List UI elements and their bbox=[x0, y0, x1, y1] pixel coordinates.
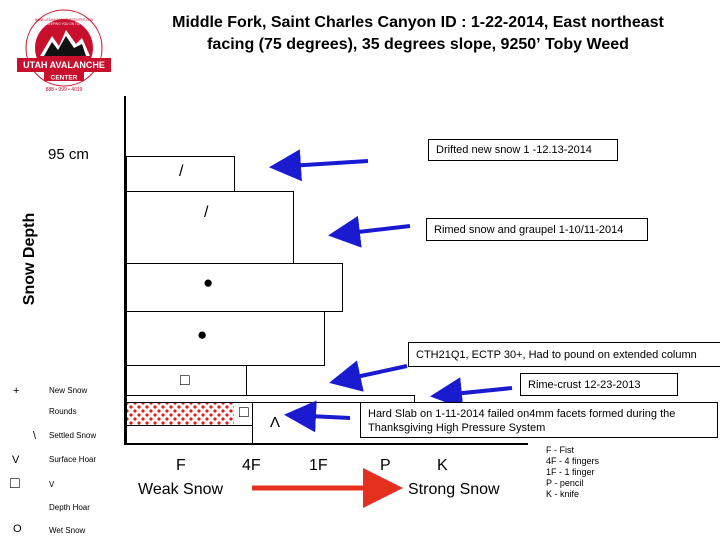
logo-url: WWW.UTAHAVALANCHECENTER.ORG bbox=[34, 18, 94, 22]
hardness-key-pencil: P - pencil bbox=[546, 478, 584, 488]
title-line-1: Middle Fork, Saint Charles Canyon ID : 1-22-2014, East northeast bbox=[172, 14, 664, 31]
arrow-rimed bbox=[332, 226, 410, 235]
legend-label-depth-hoar: Depth Hoar bbox=[49, 503, 90, 512]
logo-name-line2: CENTER bbox=[50, 74, 78, 82]
annotation-hard-slab bbox=[360, 402, 718, 438]
arrow-drifted bbox=[273, 161, 368, 167]
strong-snow-label: Strong Snow bbox=[408, 481, 500, 498]
layer-3-symbol: ● bbox=[203, 273, 214, 292]
annotation-rime-crust: Rime-crust 12-23-2013 bbox=[520, 373, 678, 396]
arrow-rime-crust bbox=[434, 388, 512, 396]
title-line-2: facing (75 degrees), 35 degrees slope, 9250ʼ Toby Weed bbox=[207, 36, 629, 53]
legend-symbol-surface-hoar: V bbox=[12, 454, 20, 466]
annotation-rimed: Rimed snow and graupel 1-10/11-2014 bbox=[426, 218, 648, 241]
legend-label-surface-hoar: Surface Hoar bbox=[49, 455, 97, 464]
annotation-cth-text: CTH21Q1, ECTP 30+, Had to pound on extended column bbox=[416, 348, 697, 361]
hardness-key-fist: F - Fist bbox=[546, 445, 574, 455]
legend-symbol-new-snow: + bbox=[13, 385, 20, 397]
arrow-cth bbox=[333, 366, 407, 382]
hardness-key-1-finger: 1F - 1 finger bbox=[546, 467, 595, 477]
hardness-tick-F: F bbox=[176, 457, 186, 474]
layer-7-symbol: □ bbox=[239, 404, 249, 421]
weak-snow-label: Weak Snow bbox=[138, 481, 224, 498]
hardness-tick-P: P bbox=[380, 457, 391, 474]
hardness-tick-1F: 1F bbox=[309, 457, 328, 474]
annotation-hard-slab-line1: Hard Slab on 1-11-2014 failed on4mm facets formed during the bbox=[368, 408, 676, 420]
layer-2-symbol: / bbox=[204, 204, 209, 221]
hardness-tick-K: K bbox=[437, 457, 448, 474]
logo-phone: 888 • 999 • 4019 bbox=[45, 87, 83, 93]
hardness-key bbox=[546, 445, 599, 500]
legend-label-settled: Settled Snow bbox=[49, 431, 97, 440]
hardness-key-4-fingers: 4F - 4 fingers bbox=[546, 456, 600, 466]
layer-5-symbol: □ bbox=[180, 372, 190, 389]
depth-hoar-symbol: Λ bbox=[270, 414, 281, 431]
annotation-cth bbox=[408, 342, 720, 367]
legend-label-rounds: Rounds bbox=[49, 407, 77, 416]
legend-symbol-settled: \ bbox=[33, 430, 37, 442]
depth-label: 95 cm bbox=[48, 146, 89, 163]
logo-arc-text: KEEPING YOU ON TOP bbox=[46, 22, 82, 26]
legend-label-wet-snow: Wet Snow bbox=[49, 526, 86, 535]
layer-4-symbol: ● bbox=[197, 325, 208, 344]
hardness-key-knife: K - knife bbox=[546, 489, 580, 499]
annotation-hard-slab-line2: Thanksgiving High Pressure System bbox=[368, 422, 546, 434]
legend-symbol-wet-snow: O bbox=[13, 523, 22, 535]
annotation-drifted: Drifted new snow 1 -12.13-2014 bbox=[428, 139, 618, 161]
y-axis-label: Snow Depth bbox=[21, 212, 38, 306]
layer-1-symbol: / bbox=[179, 163, 184, 180]
legend-label-v: V bbox=[49, 480, 55, 489]
arrow-hard-slab bbox=[288, 415, 350, 418]
legend-symbol-facets: □ bbox=[10, 475, 20, 492]
logo-name-line1: UTAH AVALANCHE bbox=[23, 60, 105, 70]
hardness-tick-4F: 4F bbox=[242, 457, 261, 474]
legend-label-new-snow: New Snow bbox=[49, 386, 88, 395]
